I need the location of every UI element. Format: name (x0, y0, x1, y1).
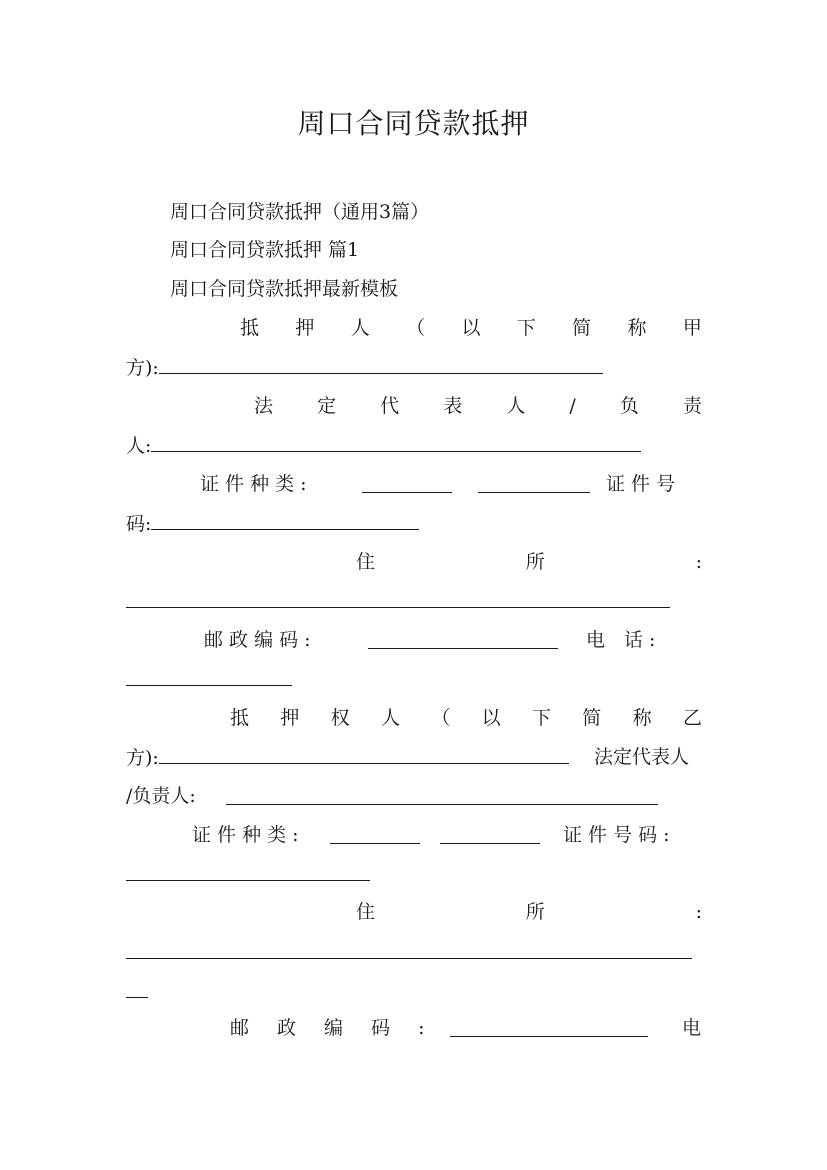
rep-char: 法 (254, 395, 274, 417)
heading-char: 称 (627, 317, 647, 339)
party-b-heading (230, 706, 702, 730)
party-b-name-line (126, 745, 569, 770)
party-b-id-no-field[interactable] (126, 880, 370, 881)
heading-char: 称 (632, 707, 652, 729)
address-char: 住 (356, 901, 376, 923)
heading-char: 简 (582, 707, 602, 729)
party-a-phone-field[interactable] (126, 685, 292, 686)
postcode-char: 邮 (230, 1017, 250, 1039)
party-a-postcode-label: 邮 政 编 码 : (204, 629, 311, 651)
party-a-name-field[interactable] (159, 355, 603, 374)
party-a-id-no-line (126, 511, 419, 536)
heading-char: 人 (350, 317, 370, 339)
party-a-id-type-field-2[interactable] (478, 474, 590, 493)
heading-char: 权 (330, 707, 350, 729)
heading-char: （ (406, 317, 426, 339)
heading-char: 乙 (682, 707, 702, 729)
heading-char: 以 (481, 707, 501, 729)
postcode-char: 码 (371, 1017, 391, 1039)
address-char: : (695, 551, 702, 573)
page-title: 周口合同贷款抵押 (297, 107, 530, 140)
party-a-postcode-field[interactable] (368, 630, 558, 649)
party-b-id-type-field-2[interactable] (440, 825, 540, 844)
party-a-name-line (126, 355, 603, 380)
part-heading: 周口合同贷款抵押 篇1 (170, 239, 360, 261)
party-b-address-field[interactable] (126, 958, 692, 959)
heading-char: 人 (380, 707, 400, 729)
rep-char: 负 (619, 395, 639, 417)
party-b-id-type-field[interactable] (330, 825, 420, 844)
party-a-id-no-tail: 码: (126, 513, 152, 535)
party-b-rep-inline: 法定代表人 (594, 746, 690, 768)
heading-char: 押 (280, 707, 300, 729)
heading-char: 以 (461, 317, 481, 339)
party-b-rep-label: /负责人: (126, 785, 196, 807)
party-a-rep-line (126, 433, 641, 458)
postcode-char: 政 (277, 1017, 297, 1039)
heading-char: 下 (531, 707, 551, 729)
heading-char: 抵 (230, 707, 250, 729)
party-a-phone-label: 电 话 : (586, 629, 656, 651)
address-char: : (695, 901, 702, 923)
heading-char: 押 (295, 317, 315, 339)
postcode-char: : (418, 1017, 425, 1039)
party-b-postcode-field[interactable] (450, 1018, 648, 1037)
heading-char: 抵 (240, 317, 260, 339)
document-subtitle: 周口合同贷款抵押（通用3篇） (170, 201, 430, 223)
party-b-id-type-label: 证 件 种 类 : (192, 824, 299, 846)
template-heading: 周口合同贷款抵押最新模板 (170, 278, 399, 300)
party-a-rep-label: 人: (126, 435, 152, 457)
party-b-phone-label: 电 (682, 1017, 702, 1039)
rep-char: 代 (380, 395, 400, 417)
party-b-address-label (356, 900, 702, 924)
heading-char: 甲 (682, 317, 702, 339)
party-a-id-no-label: 证 件 号 (606, 473, 676, 495)
party-a-address-label (356, 550, 702, 574)
party-a-heading (240, 316, 702, 340)
address-char: 所 (525, 901, 545, 923)
heading-char: （ (431, 707, 451, 729)
party-b-name-label: 方): (126, 747, 159, 769)
heading-char: 下 (516, 317, 536, 339)
party-b-id-no-label: 证 件 号 码 : (563, 824, 670, 846)
postcode-char: 编 (324, 1017, 344, 1039)
address-char: 住 (356, 551, 376, 573)
party-a-rep-heading (254, 394, 702, 418)
party-b-rep-field[interactable] (226, 786, 658, 805)
party-a-address-field[interactable] (126, 607, 670, 608)
heading-char: 简 (572, 317, 592, 339)
party-a-id-type-field[interactable] (362, 474, 452, 493)
party-b-rep-line (126, 784, 196, 808)
rep-char: 人 (506, 395, 526, 417)
party-b-name-field[interactable] (159, 745, 569, 764)
party-a-id-type-label: 证 件 种 类 : (200, 473, 307, 495)
party-b-address-field-cont[interactable] (126, 997, 148, 998)
rep-char: / (569, 395, 576, 417)
rep-char: 定 (317, 395, 337, 417)
party-a-name-label: 方): (126, 357, 159, 379)
address-char: 所 (525, 551, 545, 573)
party-a-id-no-field[interactable] (151, 511, 419, 530)
rep-char: 表 (443, 395, 463, 417)
rep-char: 责 (682, 395, 702, 417)
party-b-postcode-label (230, 1016, 424, 1040)
party-a-rep-field[interactable] (151, 433, 641, 452)
